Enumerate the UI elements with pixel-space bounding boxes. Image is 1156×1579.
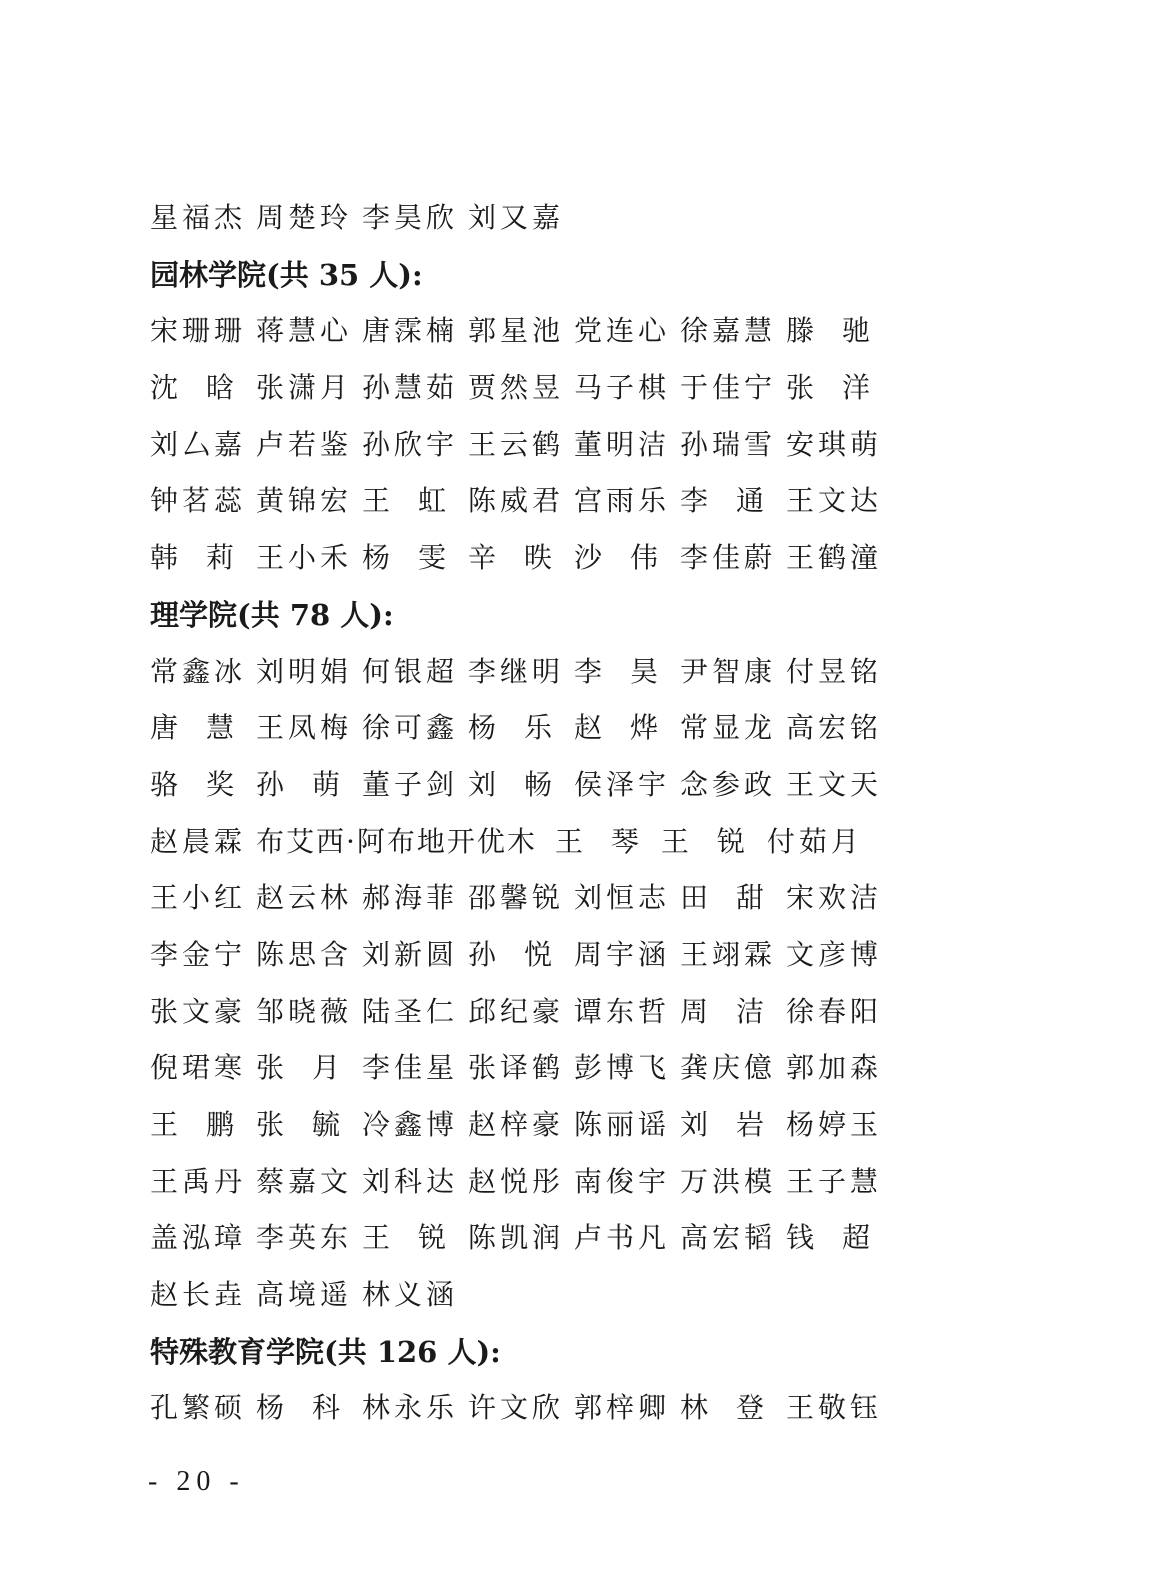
person-name: 唐霂楠 bbox=[362, 314, 459, 348]
person-name: 王翊霖 bbox=[680, 937, 777, 971]
person-name: 邹晓薇 bbox=[256, 994, 353, 1028]
person-name: 钟茗蕊 bbox=[150, 484, 247, 518]
person-name: 宫雨乐 bbox=[574, 484, 671, 518]
name-row bbox=[150, 360, 910, 417]
name-row bbox=[150, 473, 910, 530]
person-name: 王 锐 bbox=[660, 824, 749, 858]
name-row bbox=[150, 303, 910, 360]
person-name: 赵悦彤 bbox=[468, 1164, 565, 1198]
person-name: 唐 慧 bbox=[150, 711, 238, 745]
person-name: 董明洁 bbox=[574, 427, 671, 461]
person-name: 王小红 bbox=[150, 881, 247, 915]
person-name: 王小禾 bbox=[256, 541, 353, 575]
name-row bbox=[150, 190, 910, 247]
person-name: 陆圣仁 bbox=[362, 994, 459, 1028]
person-name: 李英东 bbox=[256, 1221, 353, 1255]
person-name: 陈凯润 bbox=[468, 1221, 565, 1255]
person-name: 张译鹤 bbox=[468, 1051, 565, 1085]
person-name: 杨 科 bbox=[256, 1391, 344, 1425]
person-name: 布艾西·阿布地开优木 bbox=[256, 824, 537, 858]
person-name: 骆 奖 bbox=[150, 767, 238, 801]
person-name: 马子棋 bbox=[574, 371, 671, 405]
person-name: 刘厶嘉 bbox=[150, 427, 247, 461]
section-heading: 理学院(共 78 人): bbox=[150, 597, 394, 632]
person-name: 孔繁硕 bbox=[150, 1391, 247, 1425]
person-name: 王文达 bbox=[786, 484, 883, 518]
person-name: 何银超 bbox=[362, 654, 459, 688]
person-name: 赵晨霖 bbox=[150, 824, 247, 858]
person-name: 王鹤潼 bbox=[786, 541, 883, 575]
person-name: 文彦博 bbox=[786, 937, 883, 971]
person-name: 杨 乐 bbox=[468, 711, 556, 745]
person-name: 杨婷玉 bbox=[786, 1108, 883, 1141]
person-name: 王 虹 bbox=[362, 484, 450, 518]
person-name: 常鑫冰 bbox=[150, 654, 247, 688]
person-name: 王禹丹 bbox=[150, 1164, 247, 1198]
name-row bbox=[150, 700, 910, 757]
person-name: 赵梓豪 bbox=[468, 1108, 565, 1141]
person-name: 付茹月 bbox=[766, 824, 863, 858]
person-name: 刘科达 bbox=[362, 1164, 459, 1198]
person-name: 卢书凡 bbox=[574, 1221, 671, 1255]
person-name: 李佳蔚 bbox=[680, 541, 777, 575]
person-name: 刘恒志 bbox=[574, 881, 671, 915]
person-name: 孙 萌 bbox=[256, 767, 344, 801]
person-name: 彭博飞 bbox=[574, 1051, 671, 1085]
person-name: 常显龙 bbox=[680, 711, 777, 745]
name-row bbox=[150, 870, 910, 927]
person-name: 龚庆億 bbox=[680, 1051, 777, 1085]
person-name: 安琪萌 bbox=[786, 427, 883, 461]
person-name: 徐可鑫 bbox=[362, 711, 459, 745]
person-name: 侯泽宇 bbox=[574, 767, 671, 801]
person-name: 田 甜 bbox=[680, 881, 768, 915]
section-heading: 特殊教育学院(共 126 人): bbox=[150, 1334, 501, 1369]
person-name: 刘又嘉 bbox=[468, 201, 565, 234]
person-name: 念参政 bbox=[680, 767, 777, 801]
person-name: 孙慧茹 bbox=[362, 371, 459, 405]
name-row bbox=[150, 1097, 910, 1154]
person-name: 许文欣 bbox=[468, 1391, 565, 1425]
person-name: 徐嘉慧 bbox=[680, 314, 777, 348]
person-name: 林 登 bbox=[680, 1391, 768, 1425]
person-name: 高宏韬 bbox=[680, 1221, 777, 1255]
section-heading: 园林学院(共 35 人): bbox=[150, 257, 423, 292]
name-row bbox=[150, 757, 910, 814]
person-name: 党连心 bbox=[574, 314, 671, 348]
name-row bbox=[150, 1040, 910, 1097]
person-name: 黄锦宏 bbox=[256, 484, 353, 518]
person-name: 王文天 bbox=[786, 767, 883, 801]
person-name: 李继明 bbox=[468, 654, 565, 688]
person-name: 王 琴 bbox=[554, 824, 643, 858]
person-name: 董子剑 bbox=[362, 767, 459, 801]
person-name: 宋欢洁 bbox=[786, 881, 883, 915]
person-name: 郭加森 bbox=[786, 1051, 883, 1085]
person-name: 于佳宁 bbox=[680, 371, 777, 405]
person-name: 辛 昳 bbox=[468, 541, 556, 575]
person-name: 王敬钰 bbox=[786, 1391, 883, 1425]
person-name: 王子慧 bbox=[786, 1164, 883, 1198]
person-name: 冷鑫博 bbox=[362, 1108, 459, 1141]
page-number: - 20 - bbox=[148, 1466, 245, 1497]
name-row bbox=[150, 1154, 910, 1211]
person-name: 杨 雯 bbox=[362, 541, 450, 575]
person-name: 邱纪豪 bbox=[468, 994, 565, 1028]
name-row bbox=[150, 530, 910, 587]
person-name: 张 洋 bbox=[786, 371, 874, 405]
person-name: 赵长垚 bbox=[150, 1278, 247, 1312]
person-name: 郝海菲 bbox=[362, 881, 459, 915]
person-name: 林永乐 bbox=[362, 1391, 459, 1425]
person-name: 沈 晗 bbox=[150, 371, 238, 405]
person-name: 李昊欣 bbox=[362, 201, 459, 234]
person-name: 孙 悦 bbox=[468, 937, 556, 971]
person-name: 高宏铭 bbox=[786, 711, 883, 745]
person-name: 李 通 bbox=[680, 484, 768, 518]
person-name: 蒋慧心 bbox=[256, 314, 353, 348]
person-name: 高境遥 bbox=[256, 1278, 353, 1312]
name-row bbox=[150, 814, 910, 871]
person-name: 万洪模 bbox=[680, 1164, 777, 1198]
person-name: 张潇月 bbox=[256, 371, 353, 405]
person-name: 李金宁 bbox=[150, 937, 247, 971]
person-name: 蔡嘉文 bbox=[256, 1164, 353, 1198]
person-name: 尹智康 bbox=[680, 654, 777, 688]
person-name: 王 锐 bbox=[362, 1221, 450, 1255]
person-name: 李 昊 bbox=[574, 654, 662, 688]
person-name: 滕 驰 bbox=[786, 314, 874, 348]
person-name: 张文豪 bbox=[150, 994, 247, 1028]
person-name: 周宇涵 bbox=[574, 937, 671, 971]
person-name: 刘 岩 bbox=[680, 1108, 768, 1141]
person-name: 盖泓璋 bbox=[150, 1221, 247, 1255]
person-name: 林义涵 bbox=[362, 1278, 459, 1312]
person-name: 张 毓 bbox=[256, 1108, 344, 1141]
person-name: 付昱铭 bbox=[786, 654, 883, 688]
person-name: 刘 畅 bbox=[468, 767, 556, 801]
person-name: 孙欣宇 bbox=[362, 427, 459, 461]
name-row bbox=[150, 1380, 910, 1437]
person-name: 李佳星 bbox=[362, 1051, 459, 1085]
person-name: 陈丽谣 bbox=[574, 1108, 671, 1141]
person-name: 韩 莉 bbox=[150, 541, 238, 575]
person-name: 张 月 bbox=[256, 1051, 344, 1085]
name-list bbox=[150, 190, 910, 1437]
person-name: 邵馨锐 bbox=[468, 881, 565, 915]
person-name: 郭星池 bbox=[468, 314, 565, 348]
person-name: 王云鹤 bbox=[468, 427, 565, 461]
person-name: 南俊宇 bbox=[574, 1164, 671, 1198]
person-name: 陈威君 bbox=[468, 484, 565, 518]
person-name: 孙瑞雪 bbox=[680, 427, 777, 461]
person-name: 贾然昱 bbox=[468, 371, 565, 405]
person-name: 宋珊珊 bbox=[150, 314, 247, 348]
person-name: 谭东哲 bbox=[574, 994, 671, 1028]
person-name: 钱 超 bbox=[786, 1221, 874, 1255]
person-name: 赵 烨 bbox=[574, 711, 662, 745]
person-name: 刘新圆 bbox=[362, 937, 459, 971]
name-row bbox=[150, 417, 910, 474]
name-row bbox=[150, 984, 910, 1041]
person-name: 王 鹏 bbox=[150, 1108, 238, 1141]
person-name: 徐春阳 bbox=[786, 994, 883, 1028]
person-name: 赵云林 bbox=[256, 881, 353, 915]
name-row bbox=[150, 1267, 910, 1324]
name-row bbox=[150, 1210, 910, 1267]
person-name: 王凤梅 bbox=[256, 711, 353, 745]
person-name: 刘明娟 bbox=[256, 654, 353, 688]
person-name: 郭梓卿 bbox=[574, 1391, 671, 1425]
name-row bbox=[150, 644, 910, 701]
person-name: 周楚玲 bbox=[256, 201, 353, 234]
person-name: 陈思含 bbox=[256, 937, 353, 971]
person-name: 周 洁 bbox=[680, 994, 768, 1028]
name-row bbox=[150, 927, 910, 984]
person-name: 沙 伟 bbox=[574, 541, 662, 575]
person-name: 卢若鉴 bbox=[256, 427, 353, 461]
person-name: 星福杰 bbox=[150, 201, 247, 234]
person-name: 倪珺寒 bbox=[150, 1051, 247, 1085]
